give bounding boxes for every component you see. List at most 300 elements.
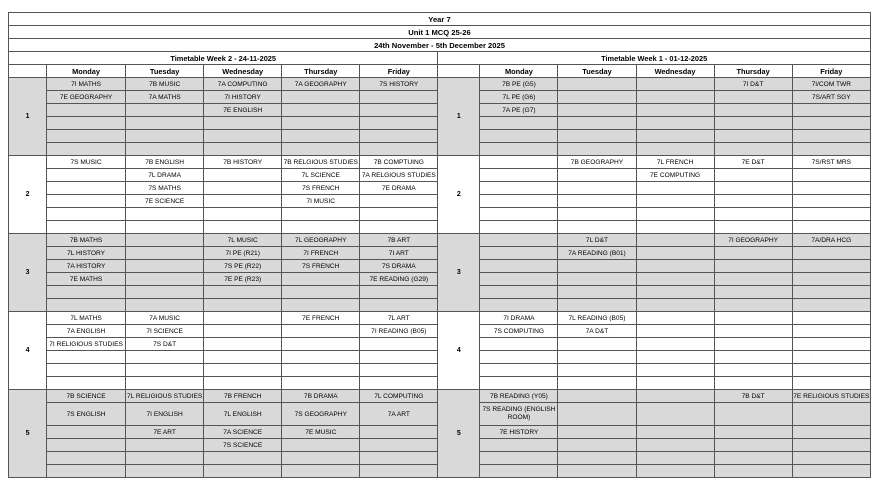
lesson-cell xyxy=(480,169,558,182)
lesson-cell xyxy=(792,465,870,478)
lesson-cell: 7S ENGLISH xyxy=(47,403,126,426)
lesson-cell xyxy=(360,104,438,117)
lesson-cell xyxy=(636,286,714,299)
lesson-cell xyxy=(204,195,282,208)
period-label: 1 xyxy=(438,78,480,156)
year-title: Year 7 xyxy=(9,13,871,26)
lesson-cell: 7B FRENCH xyxy=(204,390,282,403)
lesson-cell xyxy=(282,91,360,104)
lesson-cell xyxy=(792,117,870,130)
lesson-cell xyxy=(558,452,636,465)
lesson-cell xyxy=(282,377,360,390)
lesson-cell xyxy=(714,299,792,312)
period-3-row xyxy=(9,234,871,247)
lesson-cell: 7L COMPUTING xyxy=(360,390,438,403)
lesson-cell xyxy=(558,221,636,234)
lesson-cell xyxy=(558,377,636,390)
lesson-cell xyxy=(360,426,438,439)
lesson-cell: 7A PE (G7) xyxy=(480,104,558,117)
lesson-cell xyxy=(558,465,636,478)
lesson-cell: 7E D&T xyxy=(714,156,792,169)
lesson-cell xyxy=(360,465,438,478)
lesson-cell: 7E COMPUTING xyxy=(636,169,714,182)
lesson-cell xyxy=(792,299,870,312)
lesson-cell xyxy=(480,351,558,364)
lesson-cell: 7I MUSIC xyxy=(282,195,360,208)
lesson-cell: 7L ART xyxy=(360,312,438,325)
lesson-cell xyxy=(480,439,558,452)
lesson-cell xyxy=(126,299,204,312)
lesson-cell xyxy=(204,169,282,182)
lesson-cell: 7B MUSIC xyxy=(126,78,204,91)
lesson-cell xyxy=(360,221,438,234)
lesson-cell xyxy=(558,426,636,439)
lesson-cell: 7B HISTORY xyxy=(204,156,282,169)
lesson-cell xyxy=(714,377,792,390)
lesson-cell: 7S MATHS xyxy=(126,182,204,195)
lesson-cell: 7L MATHS xyxy=(47,312,126,325)
lesson-cell xyxy=(126,364,204,377)
lesson-cell: 7S COMPUTING xyxy=(480,325,558,338)
lesson-cell xyxy=(126,439,204,452)
lesson-cell: 7I GEOGRAPHY xyxy=(714,234,792,247)
lesson-cell: 7B GEOGRAPHY xyxy=(558,156,636,169)
lesson-cell xyxy=(636,78,714,91)
lesson-cell xyxy=(558,390,636,403)
lesson-cell: 7A RELGIOUS STUDIES xyxy=(360,169,438,182)
lesson-cell xyxy=(126,465,204,478)
lesson-cell xyxy=(126,117,204,130)
lesson-cell xyxy=(126,208,204,221)
lesson-cell xyxy=(714,143,792,156)
lesson-cell xyxy=(360,130,438,143)
lesson-cell: 7E PE (R23) xyxy=(204,273,282,286)
lesson-cell xyxy=(636,273,714,286)
lesson-cell: 7S DRAMA xyxy=(360,260,438,273)
period-4-row xyxy=(9,312,871,325)
lesson-cell xyxy=(558,130,636,143)
lesson-cell: 7A ENGLISH xyxy=(47,325,126,338)
lesson-cell: 7B SCIENCE xyxy=(47,390,126,403)
lesson-cell xyxy=(792,143,870,156)
lesson-cell: 7A D&T xyxy=(558,325,636,338)
lesson-cell xyxy=(282,325,360,338)
lesson-cell xyxy=(204,452,282,465)
lesson-cell xyxy=(636,325,714,338)
lesson-cell xyxy=(558,299,636,312)
lesson-cell xyxy=(360,439,438,452)
lesson-cell xyxy=(558,260,636,273)
lesson-cell: 7B ART xyxy=(360,234,438,247)
lesson-cell xyxy=(282,286,360,299)
lesson-cell xyxy=(714,403,792,426)
lesson-cell xyxy=(792,325,870,338)
lesson-cell xyxy=(714,273,792,286)
lesson-cell xyxy=(480,286,558,299)
lesson-cell xyxy=(126,377,204,390)
lesson-cell xyxy=(792,182,870,195)
lesson-cell xyxy=(558,143,636,156)
day-header-week2-tuesday: Tuesday xyxy=(126,65,204,78)
lesson-cell xyxy=(636,182,714,195)
period-label: 2 xyxy=(9,156,47,234)
period-label: 5 xyxy=(438,390,480,478)
lesson-cell xyxy=(47,364,126,377)
period-label: 3 xyxy=(438,234,480,312)
lesson-cell: 7A ART xyxy=(360,403,438,426)
lesson-cell xyxy=(480,247,558,260)
lesson-cell: 7S/ART SGY xyxy=(792,91,870,104)
lesson-cell xyxy=(282,452,360,465)
lesson-cell xyxy=(360,351,438,364)
unit-title: Unit 1 MCQ 25-26 xyxy=(9,26,871,39)
lesson-cell xyxy=(204,299,282,312)
lesson-cell xyxy=(714,325,792,338)
lesson-cell xyxy=(636,234,714,247)
lesson-cell xyxy=(126,452,204,465)
lesson-cell xyxy=(714,221,792,234)
lesson-cell xyxy=(360,364,438,377)
lesson-cell xyxy=(714,426,792,439)
lesson-cell xyxy=(792,208,870,221)
lesson-cell: 7S/RST MRS xyxy=(792,156,870,169)
lesson-cell xyxy=(480,273,558,286)
lesson-cell xyxy=(47,195,126,208)
lesson-cell xyxy=(714,117,792,130)
lesson-cell xyxy=(360,452,438,465)
lesson-cell xyxy=(792,130,870,143)
lesson-cell xyxy=(636,338,714,351)
lesson-cell xyxy=(636,117,714,130)
lesson-cell: 7L HISTORY xyxy=(47,247,126,260)
period-header-blank xyxy=(438,65,480,78)
lesson-cell xyxy=(126,351,204,364)
day-header-week1-friday: Friday xyxy=(792,65,870,78)
lesson-cell xyxy=(126,286,204,299)
lesson-cell xyxy=(480,452,558,465)
lesson-cell: 7B READING (Y05) xyxy=(480,390,558,403)
lesson-cell xyxy=(47,143,126,156)
lesson-cell: 7B ENGLISH xyxy=(126,156,204,169)
lesson-cell xyxy=(204,221,282,234)
lesson-cell xyxy=(204,208,282,221)
lesson-cell xyxy=(480,221,558,234)
lesson-cell: 7I PE (R21) xyxy=(204,247,282,260)
lesson-cell xyxy=(792,377,870,390)
lesson-cell xyxy=(558,182,636,195)
lesson-cell xyxy=(714,195,792,208)
lesson-cell: 7I ART xyxy=(360,247,438,260)
period-label: 4 xyxy=(9,312,47,390)
lesson-cell xyxy=(792,338,870,351)
lesson-cell: 7S PE (R22) xyxy=(204,260,282,273)
lesson-cell xyxy=(636,130,714,143)
lesson-cell xyxy=(47,286,126,299)
lesson-cell xyxy=(360,338,438,351)
lesson-cell xyxy=(204,143,282,156)
lesson-cell xyxy=(558,273,636,286)
lesson-cell xyxy=(282,338,360,351)
lesson-cell xyxy=(792,221,870,234)
lesson-cell xyxy=(360,143,438,156)
lesson-cell: 7A MUSIC xyxy=(126,312,204,325)
lesson-cell xyxy=(126,143,204,156)
day-header-week2-wednesday: Wednesday xyxy=(204,65,282,78)
lesson-cell: 7B PE (G5) xyxy=(480,78,558,91)
lesson-cell: 7B DRAMA xyxy=(282,390,360,403)
lesson-cell xyxy=(714,312,792,325)
lesson-cell xyxy=(558,208,636,221)
lesson-cell xyxy=(792,286,870,299)
lesson-cell: 7S MUSIC xyxy=(47,156,126,169)
lesson-cell xyxy=(558,104,636,117)
lesson-cell: 7L RELIGIOUS STUDIES xyxy=(126,390,204,403)
period-label: 5 xyxy=(9,390,47,478)
lesson-cell xyxy=(126,130,204,143)
timetable-grid xyxy=(8,12,871,478)
lesson-cell: 7E MATHS xyxy=(47,273,126,286)
lesson-cell xyxy=(47,465,126,478)
lesson-cell: 7L GEOGRAPHY xyxy=(282,234,360,247)
lesson-cell: 7I/COM TWR xyxy=(792,78,870,91)
lesson-cell xyxy=(204,338,282,351)
day-header-week2-monday: Monday xyxy=(47,65,126,78)
lesson-cell xyxy=(792,452,870,465)
lesson-cell xyxy=(282,117,360,130)
lesson-cell xyxy=(204,130,282,143)
lesson-cell xyxy=(558,78,636,91)
lesson-cell xyxy=(47,130,126,143)
lesson-cell xyxy=(480,260,558,273)
lesson-cell xyxy=(282,208,360,221)
day-header-week1-monday: Monday xyxy=(480,65,558,78)
lesson-cell xyxy=(47,182,126,195)
lesson-cell xyxy=(204,117,282,130)
lesson-cell: 7A SCIENCE xyxy=(204,426,282,439)
lesson-cell xyxy=(360,286,438,299)
lesson-cell xyxy=(714,439,792,452)
period-label: 4 xyxy=(438,312,480,390)
lesson-cell xyxy=(714,452,792,465)
lesson-cell xyxy=(360,377,438,390)
lesson-cell xyxy=(636,208,714,221)
lesson-cell xyxy=(282,104,360,117)
lesson-cell xyxy=(47,452,126,465)
lesson-cell: 7I FRENCH xyxy=(282,247,360,260)
lesson-cell: 7B COMPTUING xyxy=(360,156,438,169)
lesson-cell xyxy=(636,364,714,377)
lesson-cell xyxy=(480,130,558,143)
period-label: 3 xyxy=(9,234,47,312)
lesson-cell: 7A MATHS xyxy=(126,91,204,104)
lesson-cell: 7E FRENCH xyxy=(282,312,360,325)
lesson-cell: 7S FRENCH xyxy=(282,260,360,273)
lesson-cell xyxy=(204,182,282,195)
lesson-cell xyxy=(480,377,558,390)
lesson-cell xyxy=(480,156,558,169)
lesson-cell xyxy=(480,117,558,130)
lesson-cell xyxy=(282,364,360,377)
lesson-cell xyxy=(204,351,282,364)
lesson-cell xyxy=(636,91,714,104)
lesson-cell xyxy=(282,143,360,156)
day-header-week1-thursday: Thursday xyxy=(714,65,792,78)
lesson-cell xyxy=(792,169,870,182)
lesson-cell: 7L MUSIC xyxy=(204,234,282,247)
period-header-blank xyxy=(9,65,47,78)
lesson-cell: 7I D&T xyxy=(714,78,792,91)
lesson-cell: 7I MATHS xyxy=(47,78,126,91)
lesson-cell: 7E ART xyxy=(126,426,204,439)
lesson-cell xyxy=(360,299,438,312)
lesson-cell xyxy=(47,299,126,312)
week2-title: Timetable Week 2 - 24-11-2025 xyxy=(9,52,438,65)
lesson-cell xyxy=(636,377,714,390)
lesson-cell xyxy=(204,465,282,478)
lesson-cell xyxy=(792,351,870,364)
lesson-cell xyxy=(558,439,636,452)
lesson-cell xyxy=(714,465,792,478)
lesson-cell: 7I READING (B05) xyxy=(360,325,438,338)
lesson-cell xyxy=(558,338,636,351)
lesson-cell xyxy=(480,338,558,351)
lesson-cell xyxy=(636,452,714,465)
lesson-cell xyxy=(636,221,714,234)
lesson-cell xyxy=(636,439,714,452)
lesson-cell xyxy=(480,234,558,247)
lesson-cell xyxy=(204,377,282,390)
lesson-cell xyxy=(636,260,714,273)
lesson-cell xyxy=(558,169,636,182)
lesson-cell xyxy=(126,247,204,260)
period-label: 2 xyxy=(438,156,480,234)
lesson-cell xyxy=(126,104,204,117)
period-1-row xyxy=(9,78,871,91)
lesson-cell: 7A GEOGRAPHY xyxy=(282,78,360,91)
lesson-cell xyxy=(558,117,636,130)
lesson-cell xyxy=(636,403,714,426)
lesson-cell: 7I DRAMA xyxy=(480,312,558,325)
lesson-cell xyxy=(282,465,360,478)
lesson-cell: 7A READING (B01) xyxy=(558,247,636,260)
lesson-cell: 7I ENGLISH xyxy=(126,403,204,426)
lesson-cell: 7E READING (G29) xyxy=(360,273,438,286)
lesson-cell xyxy=(792,439,870,452)
lesson-cell: 7E HISTORY xyxy=(480,426,558,439)
lesson-cell xyxy=(636,143,714,156)
lesson-cell xyxy=(480,299,558,312)
day-header-week1-tuesday: Tuesday xyxy=(558,65,636,78)
lesson-cell xyxy=(636,247,714,260)
lesson-cell: 7A COMPUTING xyxy=(204,78,282,91)
lesson-cell xyxy=(47,426,126,439)
lesson-cell xyxy=(282,221,360,234)
lesson-cell xyxy=(714,351,792,364)
lesson-cell xyxy=(714,104,792,117)
lesson-cell xyxy=(792,403,870,426)
lesson-cell: 7A HISTORY xyxy=(47,260,126,273)
lesson-cell xyxy=(792,247,870,260)
lesson-cell xyxy=(636,426,714,439)
lesson-cell xyxy=(126,234,204,247)
lesson-cell xyxy=(714,247,792,260)
lesson-cell xyxy=(282,273,360,286)
period-2-row xyxy=(9,156,871,169)
lesson-cell xyxy=(204,325,282,338)
lesson-cell xyxy=(636,104,714,117)
lesson-cell: 7I SCIENCE xyxy=(126,325,204,338)
lesson-cell xyxy=(282,439,360,452)
lesson-cell xyxy=(558,364,636,377)
day-header-week2-friday: Friday xyxy=(360,65,438,78)
lesson-cell: 7I HISTORY xyxy=(204,91,282,104)
lesson-cell xyxy=(480,364,558,377)
lesson-cell: 7L FRENCH xyxy=(636,156,714,169)
lesson-cell: 7L DRAMA xyxy=(126,169,204,182)
lesson-cell xyxy=(47,377,126,390)
lesson-cell xyxy=(792,312,870,325)
lesson-cell: 7B MATHS xyxy=(47,234,126,247)
lesson-cell xyxy=(792,260,870,273)
lesson-cell: 7L D&T xyxy=(558,234,636,247)
lesson-cell xyxy=(204,312,282,325)
lesson-cell xyxy=(792,104,870,117)
lesson-cell xyxy=(480,465,558,478)
lesson-cell: 7E SCIENCE xyxy=(126,195,204,208)
lesson-cell: 7S FRENCH xyxy=(282,182,360,195)
lesson-cell xyxy=(636,351,714,364)
day-header-week2-thursday: Thursday xyxy=(282,65,360,78)
lesson-cell: 7L PE (G6) xyxy=(480,91,558,104)
lesson-cell xyxy=(714,260,792,273)
lesson-cell xyxy=(47,117,126,130)
lesson-cell xyxy=(558,195,636,208)
lesson-cell xyxy=(792,195,870,208)
lesson-cell xyxy=(126,273,204,286)
lesson-cell xyxy=(558,91,636,104)
lesson-cell xyxy=(714,169,792,182)
lesson-cell xyxy=(47,439,126,452)
lesson-cell xyxy=(558,351,636,364)
lesson-cell xyxy=(360,208,438,221)
lesson-cell xyxy=(558,286,636,299)
lesson-cell xyxy=(126,260,204,273)
lesson-cell: 7L SCIENCE xyxy=(282,169,360,182)
lesson-cell xyxy=(360,195,438,208)
lesson-cell: 7S HISTORY xyxy=(360,78,438,91)
lesson-cell xyxy=(480,208,558,221)
day-header-week1-wednesday: Wednesday xyxy=(636,65,714,78)
lesson-cell xyxy=(636,195,714,208)
lesson-cell xyxy=(792,273,870,286)
lesson-cell xyxy=(636,299,714,312)
lesson-cell xyxy=(714,338,792,351)
lesson-cell: 7E DRAMA xyxy=(360,182,438,195)
lesson-cell: 7L ENGLISH xyxy=(204,403,282,426)
lesson-cell xyxy=(360,91,438,104)
lesson-cell xyxy=(126,221,204,234)
lesson-cell xyxy=(714,130,792,143)
lesson-cell xyxy=(792,364,870,377)
lesson-cell xyxy=(636,390,714,403)
lesson-cell xyxy=(714,91,792,104)
lesson-cell xyxy=(204,364,282,377)
period-5-row xyxy=(9,390,871,403)
lesson-cell xyxy=(282,351,360,364)
lesson-cell xyxy=(714,364,792,377)
lesson-cell xyxy=(714,286,792,299)
lesson-cell xyxy=(47,221,126,234)
